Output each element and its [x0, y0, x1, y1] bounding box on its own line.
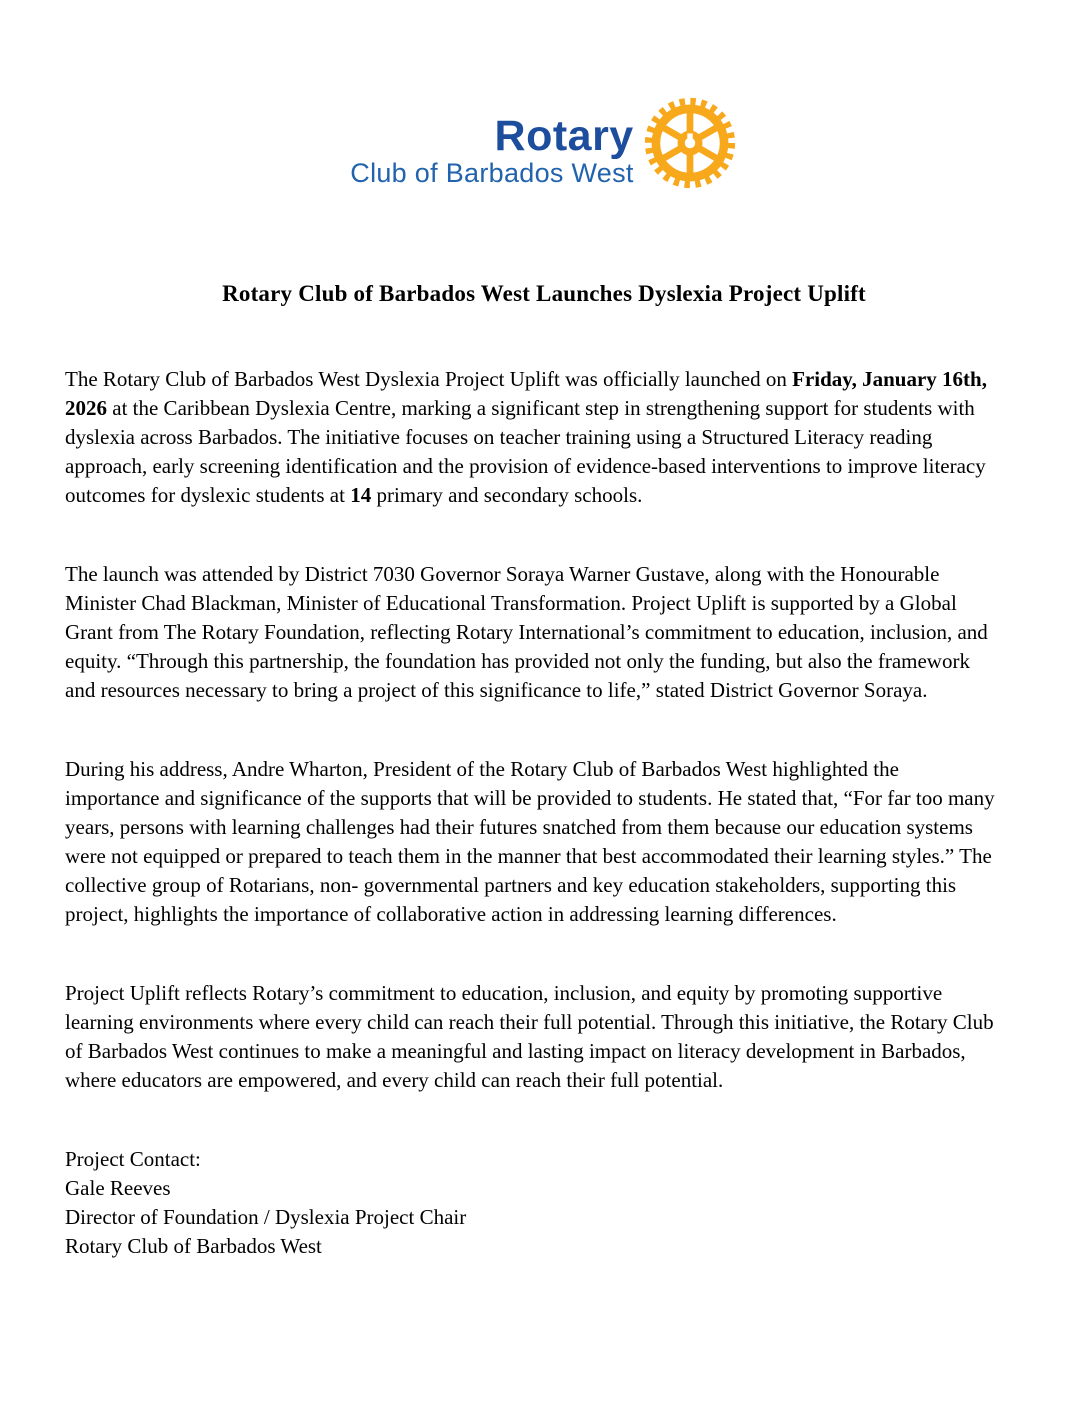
contact-block [65, 1145, 1023, 1261]
body-paragraphs [65, 365, 995, 1095]
bold-text-segment: Friday, January 16th, 2026 [65, 367, 987, 420]
paragraph [65, 560, 995, 705]
contact-name: Gale Reeves [65, 1176, 171, 1200]
contact-label: Project Contact: [65, 1147, 201, 1171]
text-segment: at the Caribbean Dyslexia Centre, marking a significant step in strengthening support for students with dyslexia across Barbados. The initiative focuses on teacher training using a Structured Literacy reading approach, early screening identification and the provision of evidence-based interventions to improve literacy outcomes for dyslexic students at [65, 396, 986, 507]
contact-role: Director of Foundation / Dyslexia Project Chair [65, 1205, 467, 1229]
contact-organization: Rotary Club of Barbados West [65, 1234, 322, 1258]
text-segment: The Rotary Club of Barbados West Dyslexia Project Uplift was officially launched on [65, 367, 793, 391]
club-name-text: Club of Barbados West [350, 158, 634, 188]
paragraph [65, 365, 995, 510]
paragraph [65, 979, 995, 1095]
page-title: Rotary Club of Barbados West Launches Dyslexia Project Uplift [222, 281, 866, 306]
rotary-brand-text: Rotary [494, 112, 634, 160]
paragraph [65, 755, 995, 929]
logo [0, 0, 1088, 209]
text-segment: Project Uplift reflects Rotary’s commitment to education, inclusion, and equity by promoting supportive learning environments where every child can reach their full potential. Through this initiative, the Rotary Club of Barbados West continues to make a meaningful and lasting impact on literacy development in Barbados, where educators are empowered, and every child can reach their full potential. [65, 981, 994, 1092]
bold-text-segment: 14 [350, 483, 372, 507]
text-segment: During his address, Andre Wharton, President of the Rotary Club of Barbados West highlighted the importance and significance of the supports that will be provided to students. He stated that, “For far too many years, persons with learning challenges had their futures snatched from them because our education systems were not equipped or prepared to teach them in the manner that best accommodated their learning styles.” The collective group of Rotarians, non- governmental partners and key education stakeholders, supporting this project, highlights the importance of collaborative action in addressing learning differences. [65, 757, 995, 926]
text-segment: primary and secondary schools. [371, 483, 643, 507]
rotary-wheel-icon [642, 95, 738, 191]
text-segment: The launch was attended by District 7030 Governor Soraya Warner Gustave, along with the Honourable Minister Chad Blackman, Minister of Educational Transformation. Project Uplift is supported by a Global Grant from The Rotary Foundation, reflecting Rotary International’s commitment to education, inclusion, and equity. “Through this partnership, the foundation has provided not only the funding, but also the framework and resources necessary to bring a project of this significance to life,” stated District Governor Soraya. [65, 562, 988, 702]
